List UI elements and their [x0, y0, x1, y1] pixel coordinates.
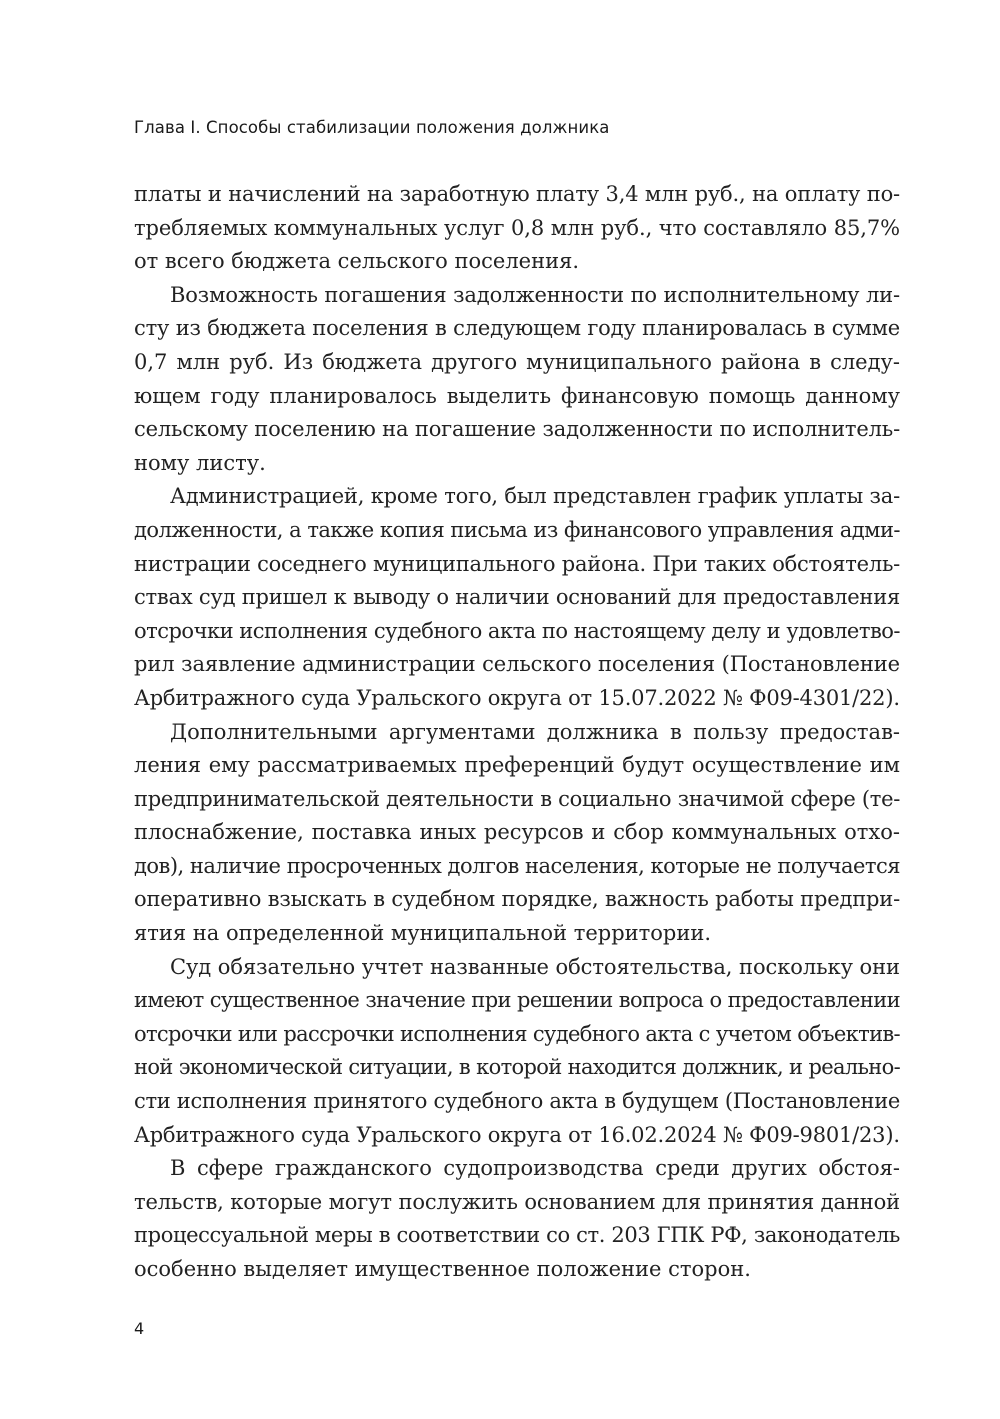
text-line: плоснабжение, поставка иных ресурсов и сбор коммунальных отхо-: [134, 820, 900, 845]
text-line: тельств, которые могут послужить основанием для принятия данной: [134, 1189, 900, 1214]
page-number: 4: [134, 1319, 145, 1338]
text-line: 0,7 млн руб. Из бюджета другого муниципального района в следу-: [134, 349, 900, 374]
text-line: Администрацией, кроме того, был представлен график уплаты за-: [170, 484, 900, 509]
paragraph: [134, 716, 900, 951]
text-line: ной экономической ситуации, в которой находится должник, и реально-: [134, 1055, 900, 1080]
text-line: предпринимательской деятельности в социально значимой сфере (те-: [134, 786, 900, 811]
paragraph: [134, 178, 900, 279]
text-line: В сфере гражданского судопроизводства среди других обстоя-: [170, 1156, 900, 1181]
text-line: ствах суд пришел к выводу о наличии оснований для предоставления: [134, 585, 900, 610]
text-line: процессуальной меры в соответствии со ст. 203 ГПК РФ, законодатель: [134, 1223, 900, 1248]
text-line: дов), наличие просроченных долгов населения, которые не получается: [134, 853, 900, 878]
text-line: ятия на определенной муниципальной территории.: [134, 921, 712, 946]
text-line: Суд обязательно учтет названные обстоятельства, поскольку они: [170, 954, 900, 979]
text-line: имеют существенное значение при решении вопроса о предоставлении: [134, 988, 900, 1013]
text-line: сти исполнения принятого судебного акта в будущем (Постановление: [134, 1089, 900, 1114]
text-line: оперативно взыскать в судебном порядке, важность работы предпри-: [134, 887, 900, 912]
text-line: отсрочки исполнения судебного акта по настоящему делу и удовлетво-: [134, 618, 900, 643]
text-line: особенно выделяет имущественное положение сторон.: [134, 1257, 751, 1281]
text-line: Арбитражного суда Уральского округа от 15.07.2022 № Ф09-4301/22).: [134, 685, 900, 710]
text-line: сту из бюджета поселения в следующем году планировалась в сумме: [134, 316, 900, 341]
text-line: ному листу.: [134, 450, 266, 475]
text-line: от всего бюджета сельского поселения.: [134, 249, 580, 274]
text-line: платы и начислений на заработную плату 3,4 млн руб., на оплату по-: [134, 182, 900, 206]
text-line: Арбитражного суда Уральского округа от 16.02.2024 № Ф09-9801/23).: [134, 1122, 900, 1147]
text-line: Дополнительными аргументами должника в пользу предостав-: [170, 719, 900, 744]
paragraph: [134, 480, 900, 715]
body-text: [134, 178, 900, 1287]
paragraph: [134, 279, 900, 481]
text-line: ющем году планировалось выделить финансовую помощь данному: [134, 383, 900, 408]
text-line: требляемых коммунальных услуг 0,8 млн руб., что составляло 85,7%: [134, 215, 900, 240]
text-line: нистрации соседнего муниципального района. При таких обстоятель-: [134, 551, 900, 576]
paragraph: [134, 1152, 900, 1286]
text-line: ления ему рассматриваемых преференций будут осуществление им: [134, 753, 900, 778]
text-line: долженности, а также копия письма из финансового управления адми-: [134, 517, 900, 542]
text-line: Возможность погашения задолженности по исполнительному ли-: [170, 282, 900, 307]
running-head: Глава I. Способы стабилизации положения должника: [134, 118, 610, 137]
text-line: сельскому поселению на погашение задолженности по исполнитель-: [134, 417, 900, 442]
text-line: отсрочки или рассрочки исполнения судебного акта с учетом объектив-: [134, 1021, 900, 1046]
text-line: рил заявление администрации сельского поселения (Постановление: [134, 652, 900, 677]
paragraph: [134, 951, 900, 1153]
